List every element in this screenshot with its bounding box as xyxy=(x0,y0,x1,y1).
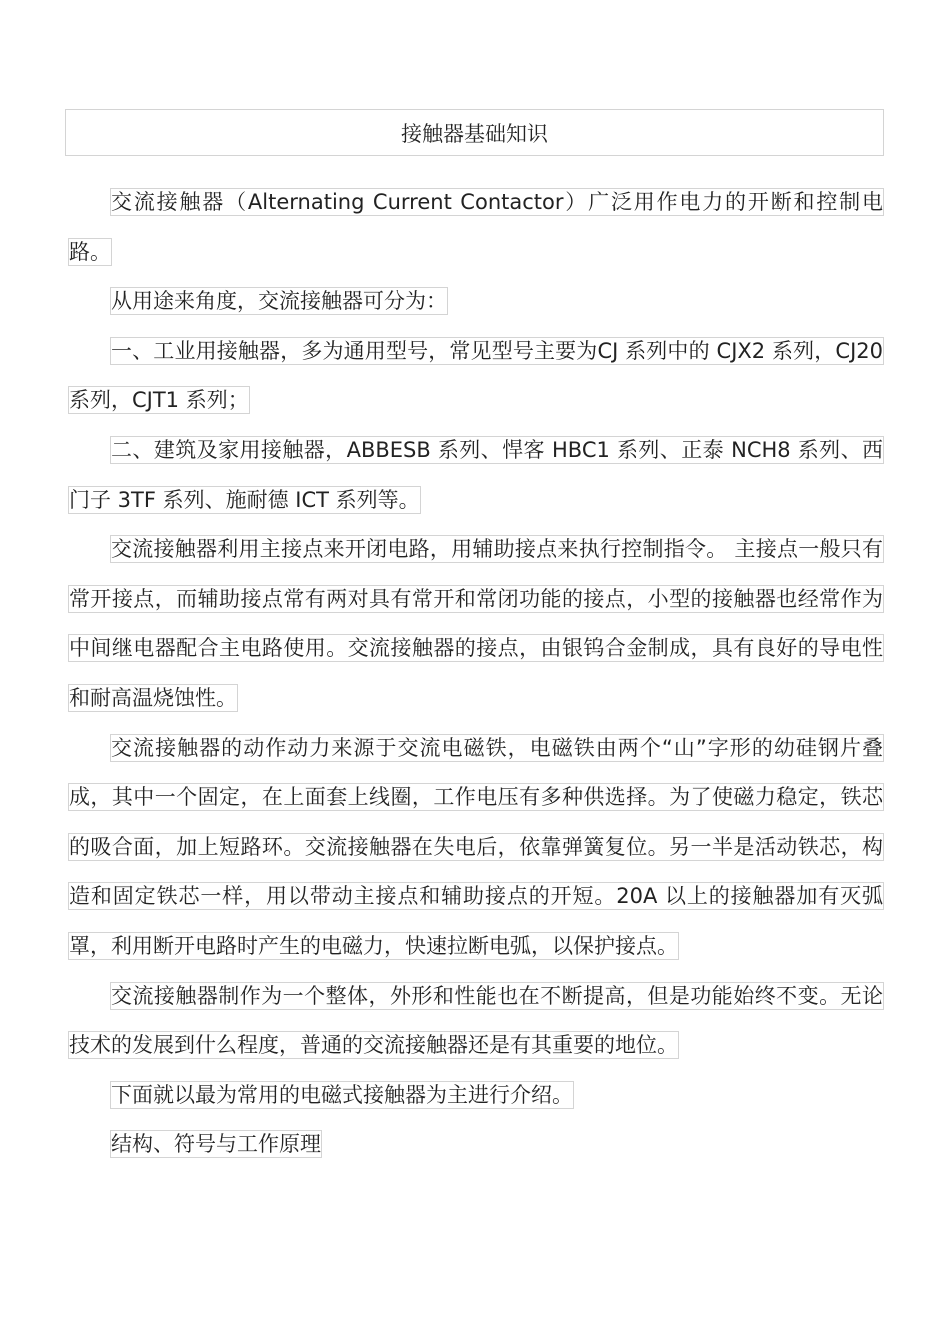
paragraph-4-text: 二、建筑及家用接触器，ABBESB 系列、悍客 HBC1 系列、正泰 NCH8 系列、西门子 3TF 系列、施耐德 ICT 系列等。 xyxy=(69,437,883,512)
paragraph-9 xyxy=(68,1120,884,1170)
paragraph-9-text: 结构、符号与工作原理 xyxy=(111,1132,321,1157)
paragraph-4 xyxy=(68,426,884,525)
paragraph-7 xyxy=(68,972,884,1071)
paragraph-1 xyxy=(68,178,884,277)
paragraph-8-text: 下面就以最为常用的电磁式接触器为主进行介绍。 xyxy=(111,1082,573,1107)
paragraph-8 xyxy=(68,1071,884,1121)
paragraph-5 xyxy=(68,525,884,723)
paragraph-6 xyxy=(68,724,884,972)
document-title xyxy=(65,109,884,156)
paragraph-2-text: 从用途来角度，交流接触器可分为： xyxy=(111,289,447,314)
paragraph-2 xyxy=(68,277,884,327)
paragraph-5-text: 交流接触器利用主接点来开闭电路，用辅助接点来执行控制指令。 主接点一般只有常开接点，而辅助接点常有两对具有常开和常闭功能的接点，小型的接触器也经常作为中间继电器配合主电路使用。交流接触器的接点，由银钨合金制成，具有良好的导电性和耐高温烧蚀性。 xyxy=(69,537,883,710)
paragraph-3-text: 一、工业用接触器，多为通用型号，常见型号主要为CJ 系列中的 CJX2 系列，CJ20 系列，CJT1 系列； xyxy=(69,338,883,413)
paragraph-7-text: 交流接触器制作为一个整体，外形和性能也在不断提高，但是功能始终不变。无论技术的发展到什么程度，普通的交流接触器还是有其重要的地位。 xyxy=(69,983,883,1058)
paragraph-3 xyxy=(68,327,884,426)
document-title-text: 接触器基础知识 xyxy=(401,121,548,146)
paragraph-6-text: 交流接触器的动作动力来源于交流电磁铁，电磁铁由两个“山”字形的幼硅钢片叠成，其中一个固定，在上面套上线圈，工作电压有多种供选择。为了使磁力稳定，铁芯的吸合面，加上短路环。交流接触器在失电后，依靠弹簧复位。另一半是活动铁芯，构造和固定铁芯一样，用以带动主接点和辅助接点的开短。20A 以上的接触器加有灭弧罩，利用断开电路时产生的电磁力，快速拉断电弧，以保护接点。 xyxy=(69,735,883,958)
document-body xyxy=(68,178,884,1170)
paragraph-1-text: 交流接触器（Alternating Current Contactor）广泛用作电力的开断和控制电路。 xyxy=(69,190,883,264)
